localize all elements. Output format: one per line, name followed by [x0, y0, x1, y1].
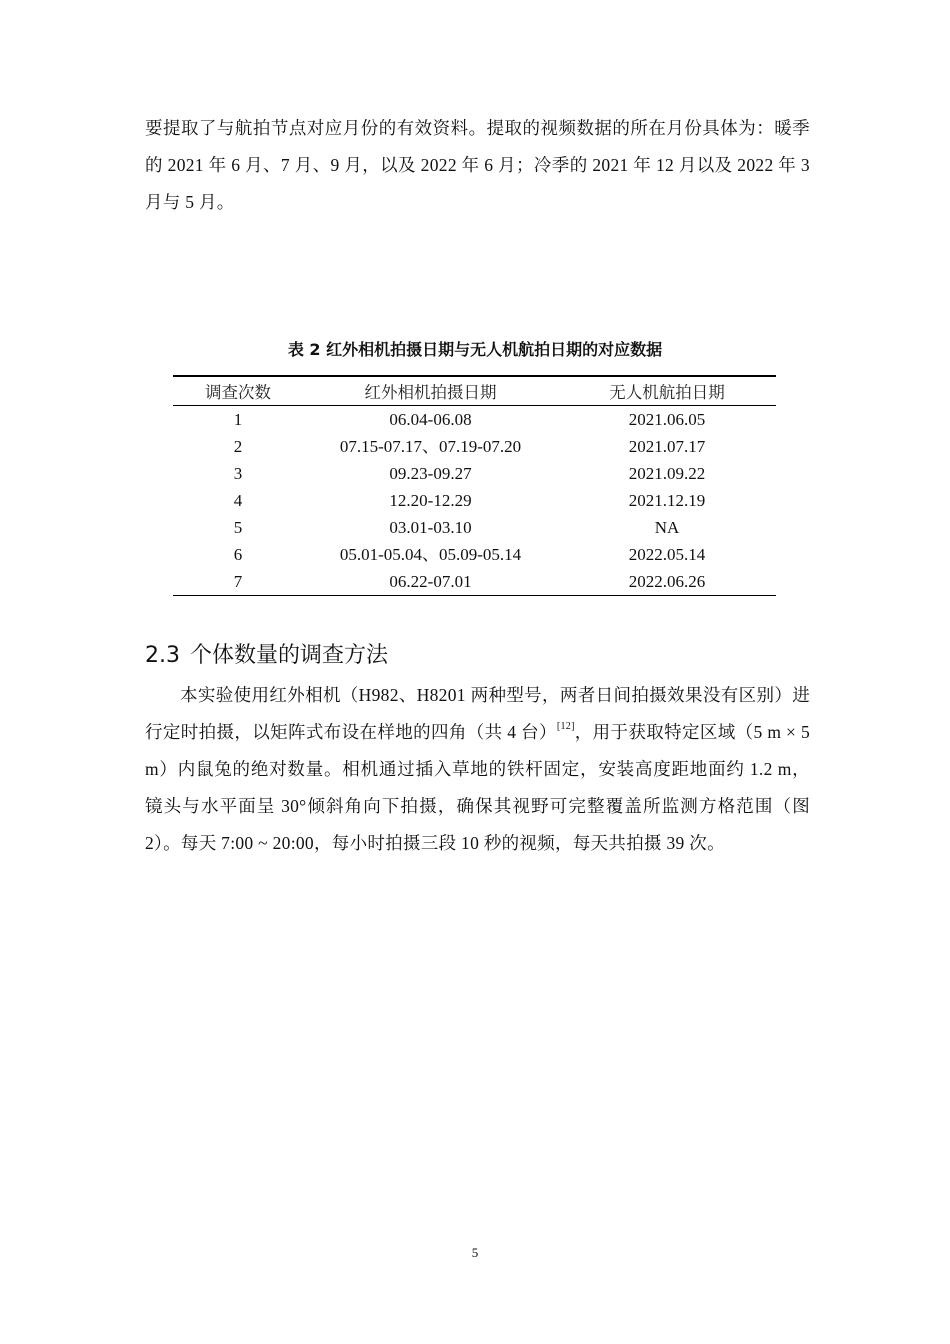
dates-table — [173, 375, 776, 596]
table-cell: NA — [654, 518, 680, 537]
table-cell: 2021.09.22 — [628, 464, 706, 483]
section-heading — [145, 640, 388, 672]
table-cell: 03.01-03.10 — [389, 518, 472, 537]
column-header: 调查次数 — [173, 376, 303, 406]
table-caption: 表 2 红外相机拍摄日期与无人机航拍日期的对应数据 — [287, 340, 663, 359]
table-cell: 2021.06.05 — [628, 410, 706, 429]
table-cell: 07.15-07.17、07.19-07.20 — [339, 437, 522, 456]
table-cell: 06.04-06.08 — [389, 410, 472, 429]
citation-ref[interactable]: [12] — [556, 721, 575, 732]
table-row — [173, 514, 776, 541]
table-cell: 05.01-05.04、05.09-05.14 — [339, 545, 522, 564]
table-cell: 3 — [233, 464, 243, 483]
table-row — [173, 460, 776, 487]
table-cell: 06.22-07.01 — [303, 568, 558, 596]
intro-paragraph: 要提取了与航拍节点对应月份的有效资料。提取的视频数据的所在月份具体为：暖季的 2021 年 6 月、7 月、9 月，以及 2022 年 6 月；冷季的 2021 年 12 月以及 2022 年 3 月与 5 月。 — [145, 118, 810, 212]
table-row — [173, 568, 776, 596]
table-cell: 4 — [233, 491, 243, 510]
table-cell: 2022.05.14 — [628, 545, 706, 564]
table-cell: 7 — [173, 568, 303, 596]
table-cell: 5 — [233, 518, 243, 537]
table-cell: 12.20-12.29 — [389, 491, 472, 510]
table-cell: 2 — [233, 437, 243, 456]
table-row — [173, 487, 776, 514]
table-row — [173, 433, 776, 460]
column-header: 红外相机拍摄日期 — [303, 376, 558, 406]
table-row — [173, 541, 776, 568]
section-number: 2.3 — [145, 643, 180, 668]
body-paragraph — [145, 677, 810, 862]
column-header: 无人机航拍日期 — [558, 376, 776, 406]
table-cell: 2022.06.26 — [558, 568, 776, 596]
table-cell: 2021.12.19 — [628, 491, 706, 510]
body-text-part2: ，用于获取特定区域（5 m × 5 m）内鼠兔的绝对数量。相机通过插入草地的铁杆固定，安装高度距地面约 1.2 m，镜头与水平面呈 30°倾斜角向下拍摄，确保其视野可完整覆盖所监测方格范围（图 2）。每天 7:00 ~ 20:00，每小时拍摄三段 10 秒的视频，每天共拍摄 39 次。 — [145, 722, 810, 853]
table-cell: 2021.07.17 — [628, 437, 706, 456]
page-number: 5 — [471, 1245, 479, 1260]
table-row — [173, 406, 776, 434]
table-cell: 6 — [233, 545, 243, 564]
table-cell: 09.23-09.27 — [389, 464, 472, 483]
table-cell: 1 — [233, 410, 243, 429]
section-title: 个体数量的调查方法 — [190, 643, 389, 668]
table-header-row — [173, 376, 776, 406]
body-text-part1: 本实验使用红外相机（H982、H8201 两种型号，两者日间拍摄效果没有区别）进行定时拍摄，以矩阵式布设在样地的四角（共 4 台） — [145, 685, 810, 742]
